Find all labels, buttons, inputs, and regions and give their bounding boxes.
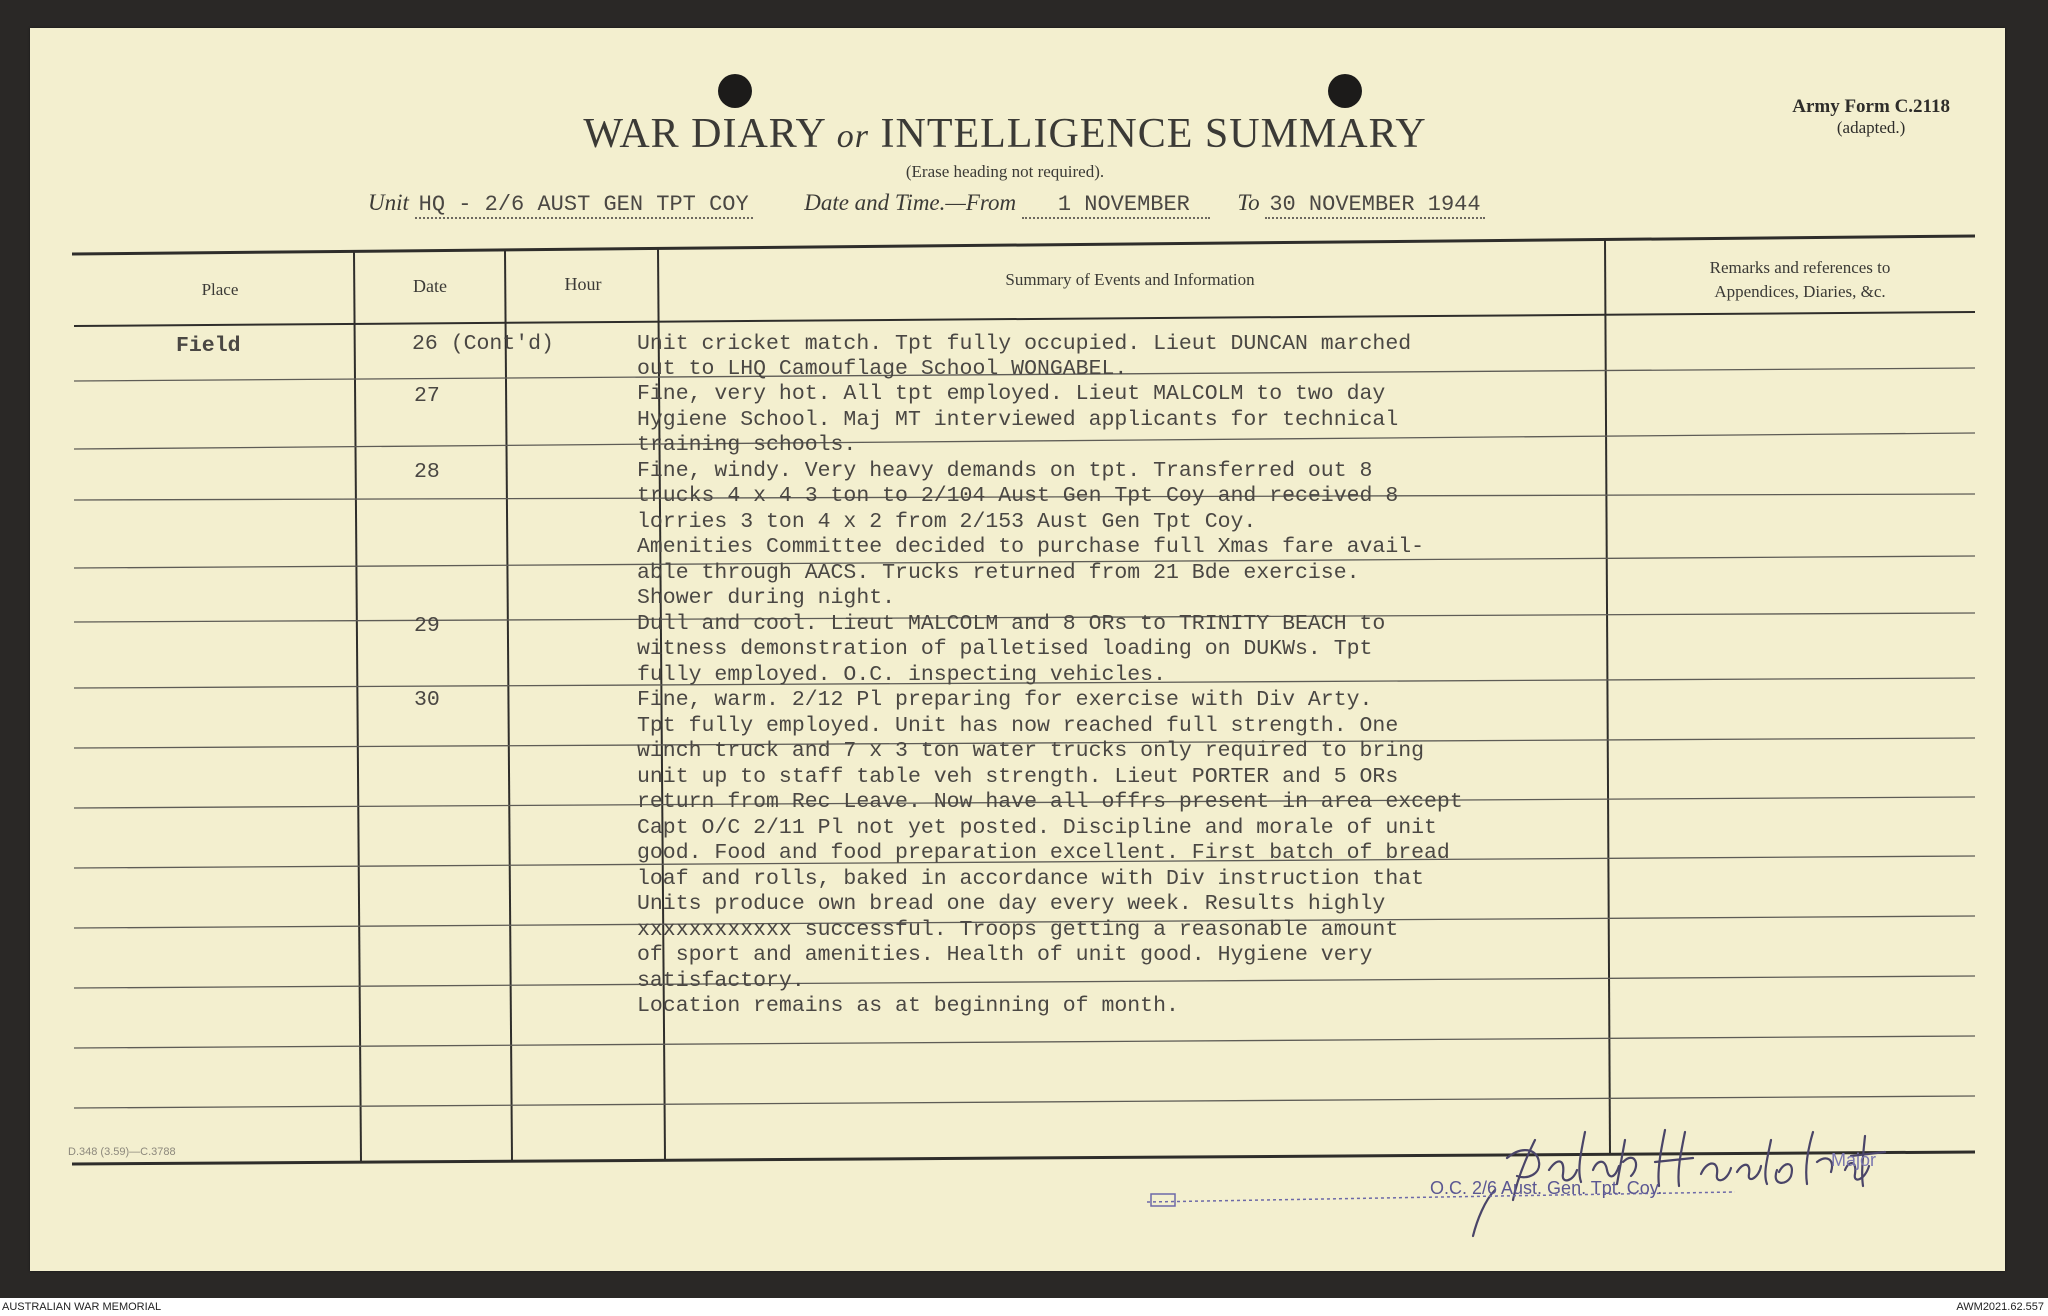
summary-line: Tpt fully employed. Unit has now reached full strength. One [637,714,1399,738]
column-header-hour: Hour [564,274,602,294]
form-title: WAR DIARY or INTELLIGENCE SUMMARY [583,111,1427,157]
archive-id: AWM2021.62.557 [1956,1301,2044,1313]
summary-line: winch truck and 7 x 3 ton water trucks only required to bring [637,739,1425,763]
erase-note: (Erase heading not required). [905,162,1105,181]
summary-line: loaf and rolls, baked in accordance with Div instruction that [637,867,1425,891]
date-label: Date and Time.—From [804,190,1017,215]
summary-line: return from Rec Leave. Now have all offrs present in area except [637,790,1463,814]
summary-line: able through AACS. Trucks returned from 21 Bde exercise. [637,561,1360,585]
summary-line: Dull and cool. Lieut MALCOLM and 8 ORs to TRINITY BEACH to [637,612,1386,636]
date-cell: 30 [414,688,440,712]
summary-line: witness demonstration of palletised loading on DUKWs. Tpt [637,637,1373,661]
unit-value: HQ - 2/6 AUST GEN TPT COY [415,192,753,219]
signature-rank: Major [1831,1150,1877,1170]
summary-line: Capt O/C 2/11 Pl not yet posted. Discipline and morale of unit [637,816,1437,840]
summary-line: unit up to staff table veh strength. Lieut PORTER and 5 ORs [637,765,1399,789]
to-value: 30 NOVEMBER 1944 [1265,192,1484,219]
date-cell: 27 [414,384,440,408]
summary-line: Fine, warm. 2/12 Pl preparing for exercise with Div Arty. [637,688,1373,712]
summary-line: of sport and amenities. Health of unit good. Hygiene very [637,943,1373,967]
column-header-place: Place [201,280,239,299]
summary-line: trucks 4 x 4 3 ton to 2/104 Aust Gen Tpt Coy and received 8 [637,484,1399,508]
date-cell: 29 [414,614,440,638]
summary-line: Hygiene School. Maj MT interviewed applicants for technical [637,408,1399,432]
summary-line: out to LHQ Camouflage School WONGABEL. [637,357,1128,381]
column-header-date: Date [413,276,447,296]
date-cell: 26 (Cont'd) [412,332,554,356]
summary-line: xxxxxxxxxxxx successful. Troops getting a reasonable amount [637,918,1399,942]
date-cell: 28 [414,460,440,484]
summary-line: good. Food and food preparation excellent. First batch of bread [637,841,1450,865]
summary-line: Units produce own bread one day every week. Results highly [637,892,1386,916]
unit-label: Unit [368,190,409,215]
place-cell: Field [176,334,241,358]
column-header-remarks: Remarks and references to Appendices, Diaries, &c. [1709,258,1891,301]
army-form-label: Army Form C.2118 (adapted.) [1792,96,1950,137]
summary-line: training schools. [637,433,857,457]
from-value: 1 NOVEMBER [1022,192,1210,219]
summary-line: Shower during night. [637,586,896,610]
archive-caption-bar [0,1298,2048,1316]
to-label: To [1237,190,1260,215]
summary-line: fully employed. O.C. inspecting vehicles. [637,663,1166,687]
summary-line: Location remains as at beginning of month. [637,994,1179,1018]
signature-title: O.C. 2/6 Aust. Gen. Tpt. Coy. [1430,1178,1663,1198]
summary-line: lorries 3 ton 4 x 2 from 2/153 Aust Gen Tpt Coy. [637,510,1257,534]
archive-name: AUSTRALIAN WAR MEMORIAL [2,1301,162,1313]
summary-line: Fine, windy. Very heavy demands on tpt. Transferred out 8 [637,459,1373,483]
summary-line: Amenities Committee decided to purchase full Xmas fare avail- [637,535,1425,559]
print-code: D.348 (3.59)—C.3788 [68,1146,176,1158]
column-header-summary: Summary of Events and Information [1005,270,1255,289]
summary-line: Unit cricket match. Tpt fully occupied. Lieut DUNCAN marched [637,332,1412,356]
summary-line: Fine, very hot. All tpt employed. Lieut MALCOLM to two day [637,382,1386,406]
summary-line: satisfactory. [637,969,805,993]
